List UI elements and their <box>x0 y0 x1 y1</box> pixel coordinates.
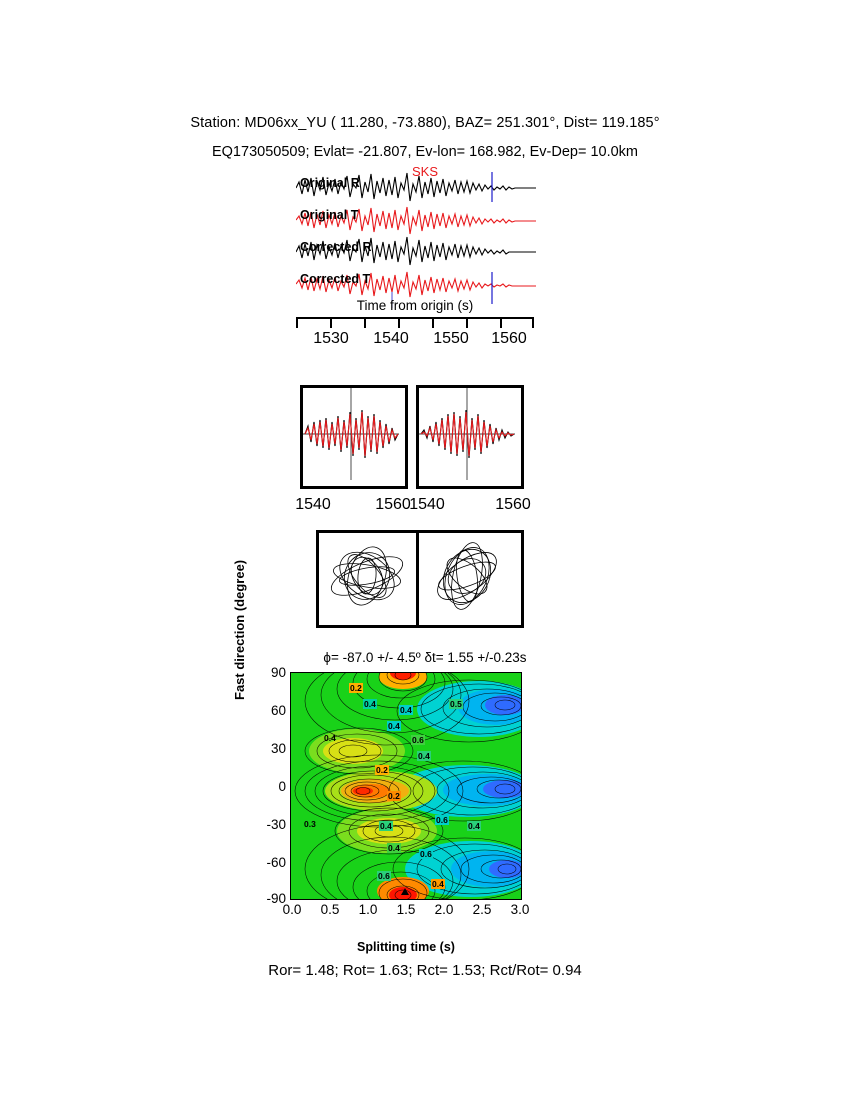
contour-label-7: 0.6 <box>412 735 424 745</box>
contour-frame <box>290 672 522 900</box>
contour-label-14: 0.4 <box>468 821 480 831</box>
splitting-result-title: ϕ= -87.0 +/- 4.5º δt= 1.55 +/-0.23s <box>323 650 527 665</box>
x-tick-5: 2.5 <box>472 902 492 917</box>
contour-label-13: 0.6 <box>436 815 448 825</box>
y-tick-m30: -30 <box>266 817 286 832</box>
zoom-panel-left <box>300 385 408 489</box>
y-tick-0: 0 <box>278 779 286 794</box>
quality-summary: Ror= 1.48; Rot= 1.63; Rct= 1.53; Rct/Rot= 0.94 <box>268 962 582 979</box>
y-tick-30: 30 <box>270 741 286 756</box>
particle-motion-before <box>316 530 424 628</box>
zoom-axis-labels: 1540 1560 1540 1560 <box>295 496 531 513</box>
x-tick-0: 0.0 <box>282 902 302 917</box>
contour-label-17: 0.6 <box>378 871 390 881</box>
sks-phase-label: SKS <box>412 164 439 179</box>
contour-label-6: 0.4 <box>324 733 336 743</box>
time-axis-ticks <box>296 319 534 328</box>
contour-label-3: 0.4 <box>400 705 412 715</box>
contour-x-axis-label: Splitting time (s) <box>357 940 455 954</box>
trace-label-corrected-t: Corrected T <box>300 272 371 286</box>
time-axis-title: Time from origin (s) <box>356 298 474 313</box>
contour-plot <box>290 672 522 900</box>
contour-y-axis-label: Fast direction (degree) <box>232 559 247 700</box>
contour-label-12: 0.4 <box>380 821 392 831</box>
y-tick-m60: -60 <box>266 855 286 870</box>
contour-label-4: 0.5 <box>450 699 462 709</box>
contour-label-10: 0.2 <box>388 791 400 801</box>
contour-label-16: 0.6 <box>420 849 432 859</box>
trace-label-original-r: Original R <box>300 176 360 190</box>
y-tick-60: 60 <box>270 703 286 718</box>
waveform-panel <box>296 164 536 308</box>
contour-label-2: 0.4 <box>364 699 376 709</box>
x-tick-6: 3.0 <box>510 902 530 917</box>
x-tick-4: 2.0 <box>434 902 454 917</box>
contour-label-8: 0.4 <box>418 751 430 761</box>
x-tick-1: 0.5 <box>320 902 340 917</box>
y-tick-90: 90 <box>270 665 286 680</box>
x-tick-2: 1.0 <box>358 902 378 917</box>
page-title: Station: MD06xx_YU ( 11.280, -73.880), BAZ= 251.301°, Dist= 119.185° <box>190 115 660 131</box>
x-tick-3: 1.5 <box>396 902 416 917</box>
contour-label-18: 0.4 <box>432 879 444 889</box>
contour-label-5: 0.4 <box>388 721 400 731</box>
trace-label-original-t: Original T <box>300 208 359 222</box>
zoom-panel-right <box>416 385 524 489</box>
y-tick-m90: -90 <box>266 891 286 906</box>
event-info: EQ173050509; Evlat= -21.807, Ev-lon= 168.982, Ev-Dep= 10.0km <box>211 144 638 160</box>
contour-label-15: 0.4 <box>388 843 400 853</box>
contour-label-9: 0.2 <box>376 765 388 775</box>
contour-label-11: 0.3 <box>304 819 316 829</box>
trace-label-corrected-r: Corrected R <box>300 240 372 254</box>
time-axis-labels: 1530 1540 1550 1560 <box>313 330 527 347</box>
particle-motion-after <box>416 530 524 628</box>
contour-label-1: 0.2 <box>350 683 362 693</box>
